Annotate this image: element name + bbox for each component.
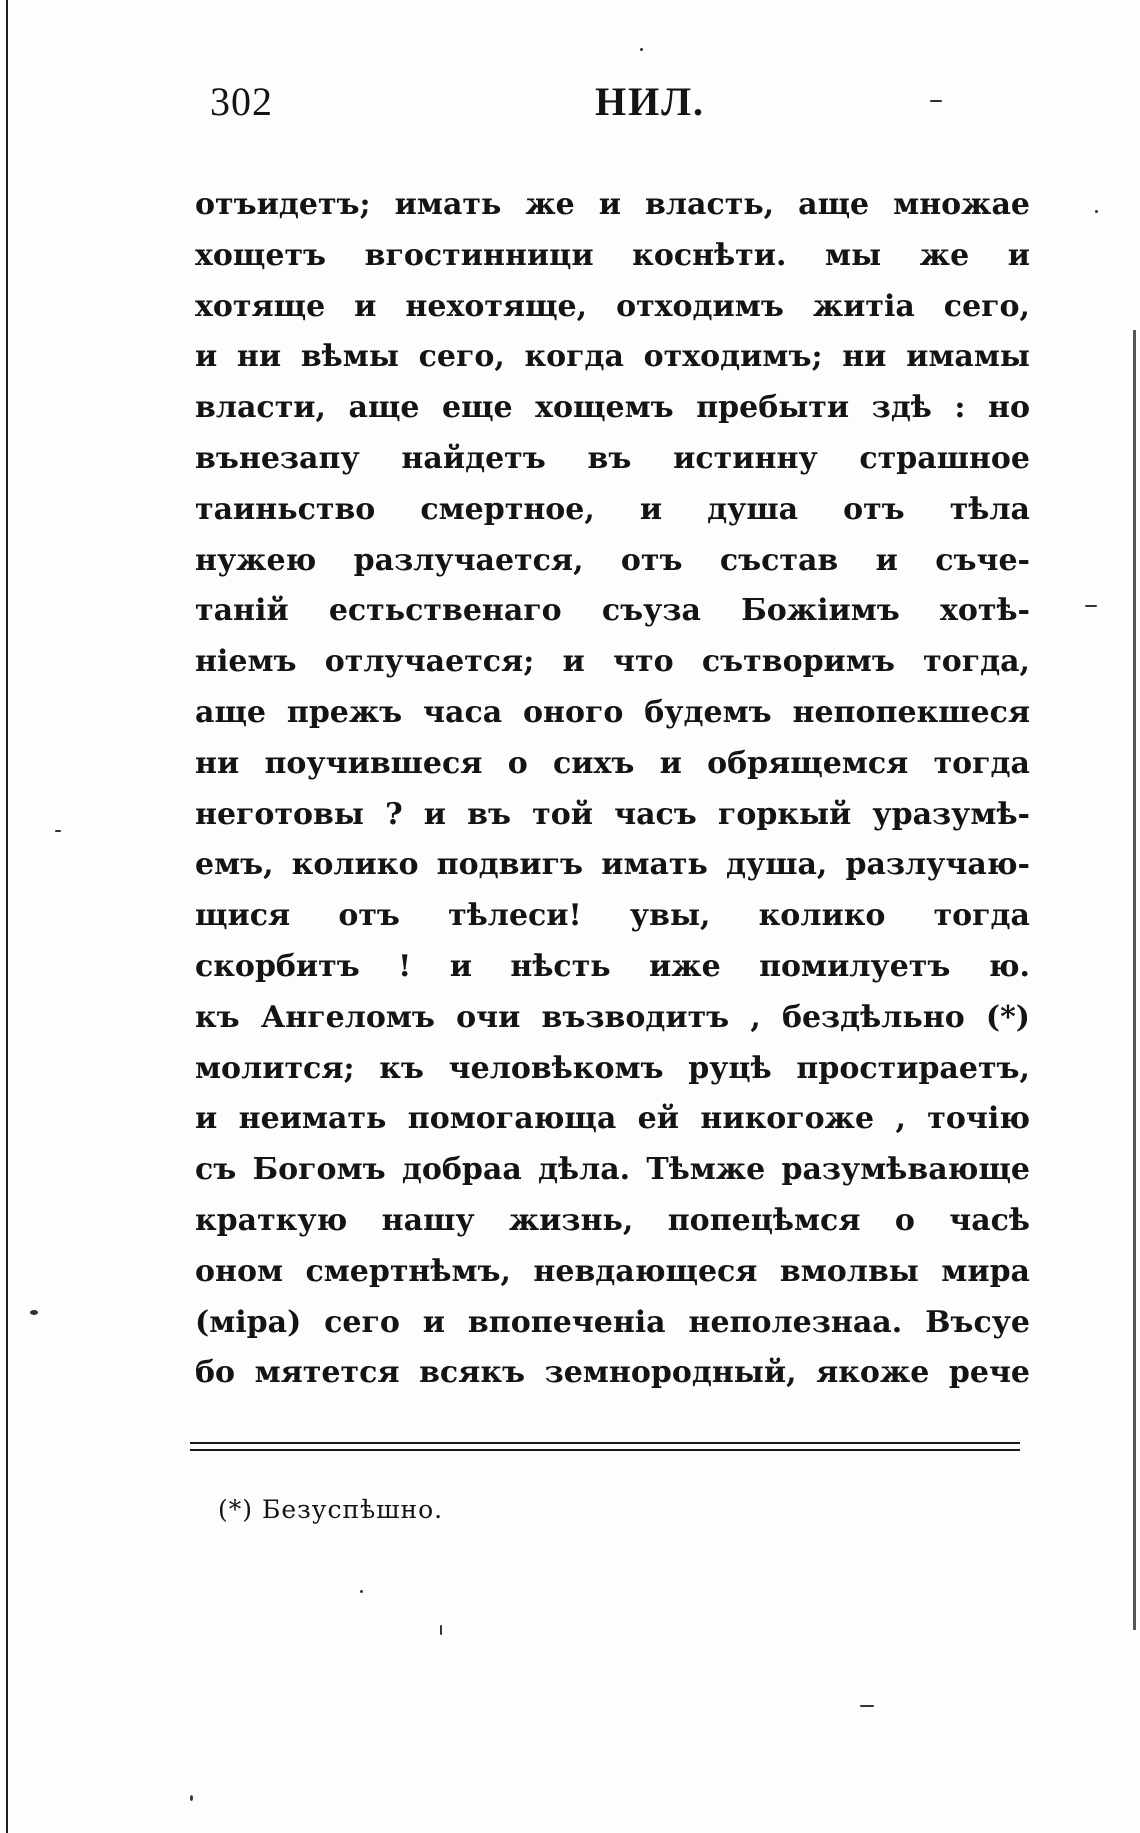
text-line: оном смертнѣмъ, невдающеся вмолвы мира [195,1253,1030,1289]
scan-speck [30,1310,38,1315]
text-line: неготовы ? и въ той часъ горкый уразумѣ- [195,796,1030,832]
text-line: емъ, колико подвигъ имать душа, разлучаю- [195,847,1030,883]
text-line: съ Богомъ добраа дѣла. Тѣмже разумѣвающе [195,1152,1030,1188]
scan-right-edge [1133,330,1136,1630]
text-line: (міра) сего и впопеченіа неполезнаа. Въсуе [195,1304,1030,1340]
scan-speck [440,1625,442,1635]
scan-speck [190,1795,193,1801]
text-line: отъидетъ; имать же и власть, аще множае [195,187,1030,222]
text-line: таиньство смертное, и душа отъ тѣла [195,491,1030,527]
text-line: щися отъ тѣлеси! увы, колико тогда [195,898,1030,934]
text-line: ніемъ отлучается; и что сътворимъ тогда, [195,644,1030,680]
text-line: власти, аще еще хощемъ пребыти здѣ : но [195,390,1030,426]
scan-speck [640,48,643,51]
running-head: НИЛ. [595,79,706,124]
text-line: краткую нашу жизнь, попецѣмся о часѣ [195,1202,1030,1238]
scan-speck [930,100,942,102]
scan-speck [1095,210,1098,213]
text-line: скорбитъ ! и нѣсть иже помилуетъ ю. [195,948,1030,984]
text-line: къ Ангеломъ очи възводитъ , бездѣльно (*) [195,999,1030,1035]
page-header [210,78,1030,138]
body-text [195,180,1030,1399]
text-line: молится; къ человѣкомъ руцѣ простираетъ, [195,1050,1030,1086]
text-line: и ни вѣмы сего, когда отходимъ; ни имамы [195,339,1030,375]
text-line: хотяще и нехотяще, отходимъ житіа сего, [195,288,1030,324]
text-line: аще прежъ часа оного будемъ непопекшеся [195,694,1030,730]
footnote: (*) Безуспѣшно. [218,1495,444,1524]
page-number: 302 [210,79,273,124]
text-line: нужею разлучается, отъ състав и съче- [195,542,1030,578]
footnote-rule-thin [190,1449,1020,1451]
footnote-rule [190,1442,1020,1444]
text-line: и неимать помогающа ей никогоже , точію [195,1101,1030,1137]
scan-left-edge [6,0,8,1833]
text-line: бо мятется всякъ земнородный, якоже рече [195,1355,1030,1391]
scan-speck [55,830,61,832]
text-line: таній естьственаго съуза Божіимъ хотѣ- [195,593,1030,629]
scan-speck [1085,605,1097,607]
text-line: вънезапу найдетъ въ истинну страшное [195,440,1030,476]
scan-speck [860,1705,874,1707]
text-line: хощетъ вгостинници коснѣти. мы же и [195,237,1030,273]
text-line: ни поучившеся о сихъ и обрящемся тогда [195,745,1030,781]
scan-speck [360,1590,363,1593]
